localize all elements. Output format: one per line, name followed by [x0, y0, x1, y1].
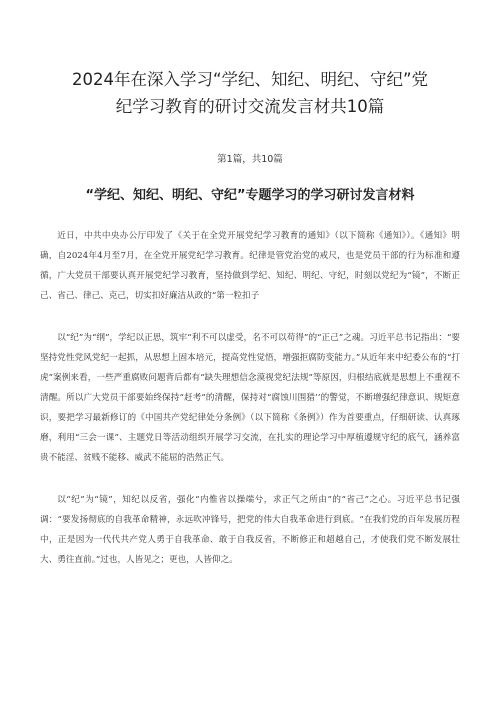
body-paragraph-2: 以“纪”为“纲”，学纪以正思，筑牢“利不可以虚受，名不可以苟得”的“正己”之魂。习近平总书记指出：“要坚持党性党风党纪一起抓，从思想上固本培元，提高党性觉悟，增强拒腐防变能力。”从近年来中纪委公布的“打虎”案例来看，一些严重腐败问题背后都有“缺失理想信念漠视党纪法规”等原因，归根结底就是思想上不重视不清醒。所以广大党员干部要始终保持“赶考”的清醒，保持对“腐蚀川围猎’’的警觉，不断增强纪律意识、规矩意识，要把学习最新修订的《中国共产党纪律处分条例》（以下简称《条例》）作为首要重点，仔细研读、认真琢磨，利用“三会一课”、主题党日等活动组织开展学习交流，在扎实的理论学习中厚植遵规守纪的底气，涵养富贵不能淫、贫贱不能移、威武不能屈的浩然正气。 — [40, 333, 460, 463]
section-heading: “学纪、知纪、明纪、守纪”专题学习的学习研讨发言材料 — [85, 188, 415, 203]
document-title-line-2: 纪学习教育的研讨交流发言材共10篇 — [115, 97, 385, 116]
body-paragraph-1: 近日，中共中央办公厅印发了《关于在全党开展党纪学习教育的通知》（以下简称《通知》）。《通知》明确，自2024年4月至7月，在全党开展党纪学习教育。纪律是管党治党的戒尺，也是党员干部的行为标准和遵循，广大党员干部要认真开展党纪学习教育，坚持做到学纪、知纪、明纪、守纪，时刻以党纪为“镜”，不断正己、省己、律己、克己，切实扣好廉洁从政的“第一粒扣子 — [40, 231, 460, 301]
document-title — [40, 0, 460, 120]
body-paragraph-3: 以“纪”为“镜”，知纪以反省，强化“内惟省以操端兮，求正气之所由”的“省己”之心。习近平总书记强调：“要发扬彻底的自我革命精神，永远吹冲锋号，把党的伟大自我革命进行到底。“在我们党的百年发展历程中，正是因为一代代共产党人勇于自我革命、敢于自我反省，不断修正和超越自己，才使我们党不断发展壮大、勇往直前。”过也，人皆见之；更也，人皆仰之。 — [40, 495, 460, 565]
document-title-line-1: 2024年在深入学习“学纪、知纪、明纪、守纪”党 — [71, 70, 429, 89]
document-body — [40, 226, 460, 570]
article-index: 第1篇，共10篇 — [217, 154, 283, 165]
